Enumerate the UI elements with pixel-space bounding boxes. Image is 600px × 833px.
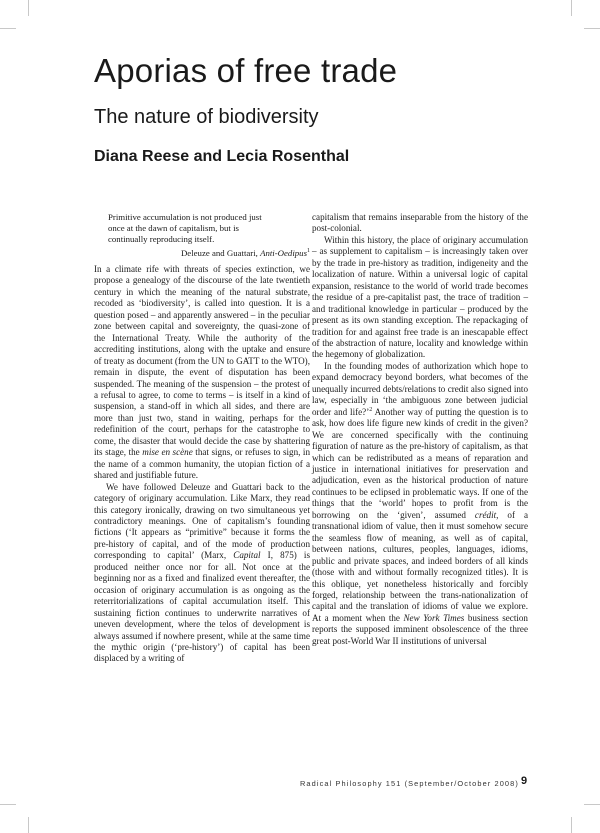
article-authors: Diana Reese and Lecia Rosenthal (94, 148, 350, 165)
journal-footer: Radical Philosophy 151 (September/October 2008) (300, 779, 519, 788)
paragraph-text: We have followed Deleuze and Guattari back to the category of originary accumulation. Like Marx, they read this category ironically, drawing on two simultaneous yet contradictory meanings. One of capitalism’s founding fictions (‘It appears as “primitive” because it forms the pre-history of capital, and of the mode of production corresponding to capital’ (Marx, (94, 481, 310, 561)
crop-mark (584, 804, 600, 805)
epigraph-text: Primitive accumulation is not produced just once at the dawn of capitalism, but is continually reproducing itself. (108, 212, 262, 244)
article-subtitle: The nature of biodiversity (94, 106, 319, 128)
crop-mark (571, 817, 572, 833)
article-title: Aporias of free trade (94, 52, 398, 89)
epigraph-credit (94, 248, 310, 259)
body-paragraph (312, 361, 528, 647)
body-paragraph: Within this history, the place of originary accumulation – as supplement to capitalism – is increasingly taken over by the trade in pre-history as tradition, indigeneity and the localization of nature. Within a universal logic of capital expansion, resistance to the world of world trade becomes the residue of a pre-capitalist past, the trace of tradition – and traditional knowledge in particular – produced by the present as its own standing exception. The repackaging of tradition for and against free trade is an inescapable effect of the abstraction of nature, locality and knowledge within the hegemony of globalization. (312, 234, 528, 360)
crop-mark (28, 0, 29, 16)
body-paragraph (94, 482, 310, 665)
body-paragraph: capitalism that remains inseparable from the history of the post-colonial. (312, 212, 528, 234)
right-column (312, 212, 528, 647)
paragraph-text: business section reports the supposed imminent obsolescence of the three great post-World War II institutions of universal (312, 612, 528, 646)
italic-phrase: New York Times (403, 612, 465, 623)
paragraph-text: In the founding modes of authorization which hope to expand democracy beyond borders, what becomes of the unequally incurred debts/relations to credit also signed into law, especially in ‘the ambiguous zone between judicial order and life?’ (312, 360, 528, 417)
body-paragraph (94, 264, 310, 482)
footnote-marker: 1 (307, 248, 310, 255)
paragraph-text: that signs, or refuses to sign, in the name of a common humanity, the utopian fiction of a shared and justifiable future. (94, 447, 310, 481)
italic-phrase: mise en scène (142, 447, 193, 458)
italic-phrase: crédit (474, 509, 497, 520)
crop-mark (28, 817, 29, 833)
crop-mark (0, 28, 16, 29)
crop-mark (0, 804, 16, 805)
crop-mark (571, 0, 572, 16)
left-column (94, 212, 310, 665)
page-number: 9 (521, 775, 528, 787)
paragraph-text: In a climate rife with threats of species extinction, we propose a genealogy of the discourse of the late twentieth century in which the meaning of the natural substrate, recoded as ‘biodiversity’, is called into question. It is a question posed – and apparently answered – in the peculiar zone between capital and sovereignty, the quasi-zone of the International Treaty. While the authority of the accrediting institutions, along with the uptake and ensure of treaty as document (from the UN to GATT to the WTO), remain in dispute, the event of disputation has been suspended. The meaning of the suspension – the protest of a refusal to agree, to come to terms – is itself in a kind of suspension, a stand-off in which all sides, and there are more than just two, stand in waiting, perhaps for the redefinition of the court, perhaps for the catastrophe to come, the disaster that would decide the case by shattering its stage, the (94, 264, 310, 458)
footnote-marker: 2 (369, 406, 373, 413)
crop-mark (584, 28, 600, 29)
epigraph-credit-title: Anti-Oedipus (260, 248, 307, 258)
paragraph-text: , of a transnational idiom of value, then it must somehow secure the seamless flow of meaning, as well as of capital, between nations, cultures, peoples, languages, idioms, public and private spaces, and indeed borders of all kinds (those with and without formally recognized titles). It is this oblique, yet nonetheless historically and forcibly forged, relationship between the trans-nationalization of capital and the translation of idioms of value we explore. At a moment when the (312, 509, 528, 623)
paragraph-text: Another way of putting the question is to ask, how does life figure new kinds of credit in the given? We are concerned specifically with the continuing figuration of nature as the pre-history of capitalism, as that which can be redistributed as a means of reparation and justice in international initiatives for preservation and adjudication, even as the historical production of nature continues to be eclipsed in problematic ways. If one of the things that the ‘world’ hopes to profit from is the borrowing on the ‘given’, assumed (312, 406, 529, 520)
italic-phrase: Capital (233, 550, 261, 561)
epigraph-credit-authors: Deleuze and Guattari, (180, 248, 261, 258)
paragraph-text: I, 875) is produced neither once nor for all. Not once at the beginning nor as a fixed and finalized event thereafter, the occasion of originary accumulation is as ongoing as the reterritorializations of capital accumulation itself. This sustaining fiction continues to underwrite narratives of uneven development, where the telos of development is always assumed if nowhere present, while at the same time the mythic origin (‘pre-history’) of capital has been displaced by a writing of (94, 550, 311, 664)
